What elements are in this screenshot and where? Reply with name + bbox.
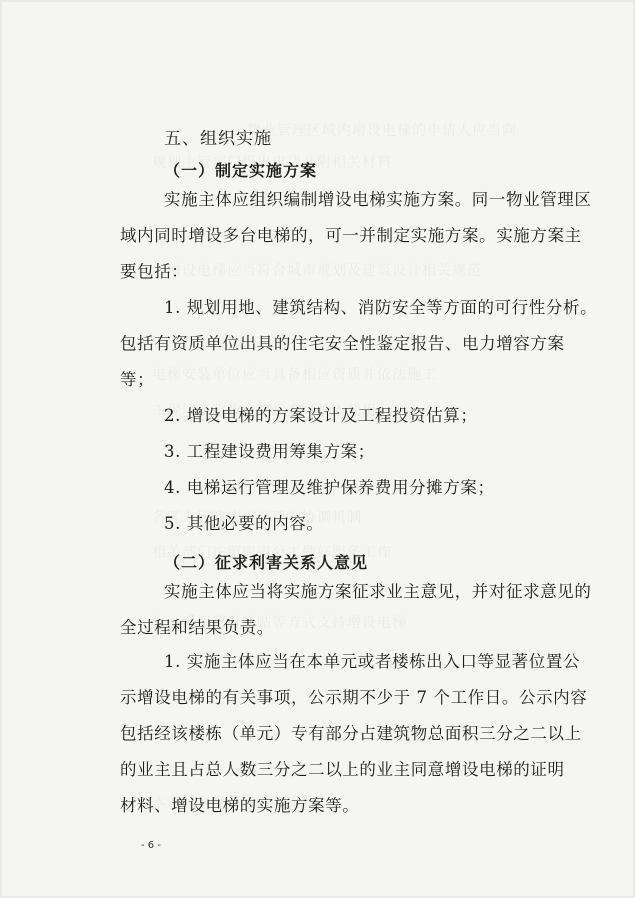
text-line: 1. 实施主体应当在本单元或者楼栋出入口等显著位置公 [164,652,581,671]
text-line: 5. 其他必要的内容。 [164,514,324,533]
text-line: 包括经该楼栋（单元）专有部分占建筑物总面积三分之二以上 [120,724,582,743]
subsection-heading-1: （一）制定实施方案 [164,161,318,180]
sub1-item-5 [164,506,324,542]
sub2-intro-paragraph [120,574,592,646]
document-page [2,2,633,896]
text-line: 1. 规划用地、建筑结构、消防安全等方面的可行性分析。 [164,298,598,317]
sub2-item-1 [120,644,588,824]
sub1-intro-paragraph [120,182,592,290]
subsection-heading-2: （二）征求利害关系人意见 [164,553,369,572]
sub1-item-2 [164,398,478,434]
section-heading: 五、组织实施 [164,129,272,149]
text-line: 包括有资质单位出具的住宅安全性鉴定报告、电力增容方案 [120,334,565,353]
sub1-item-1 [120,290,598,398]
text-line: 示增设电梯的有关事项，公示期不少于 7 个工作日。公示内容 [120,688,588,707]
text-line: 域内同时增设多台电梯的，可一并制定实施方案。实施方案主 [120,226,582,245]
text-line: 的业主且占总人数三分之二以上的业主同意增设电梯的证明 [120,760,565,779]
page-number: - 6 - [141,840,161,851]
text-line: 2. 增设电梯的方案设计及工程投资估算； [164,406,478,425]
sub1-item-3 [164,434,375,470]
text-line: 材料、增设电梯的实施方案等。 [120,796,360,815]
text-line: 实施主体应组织编制增设电梯实施方案。同一物业管理区 [164,190,592,209]
text-line: 3. 工程建设费用筹集方案； [164,442,375,461]
text-line: 等； [120,370,155,389]
text-line: 4. 电梯运行管理及维护保养费用分摊方案； [164,478,495,497]
text-line: 要包括： [120,262,189,281]
sub1-item-4 [164,470,495,506]
text-line: 实施主体应当将实施方案征求业主意见，并对征求意见的 [164,582,592,601]
text-line: 全过程和结果负责。 [120,618,274,637]
